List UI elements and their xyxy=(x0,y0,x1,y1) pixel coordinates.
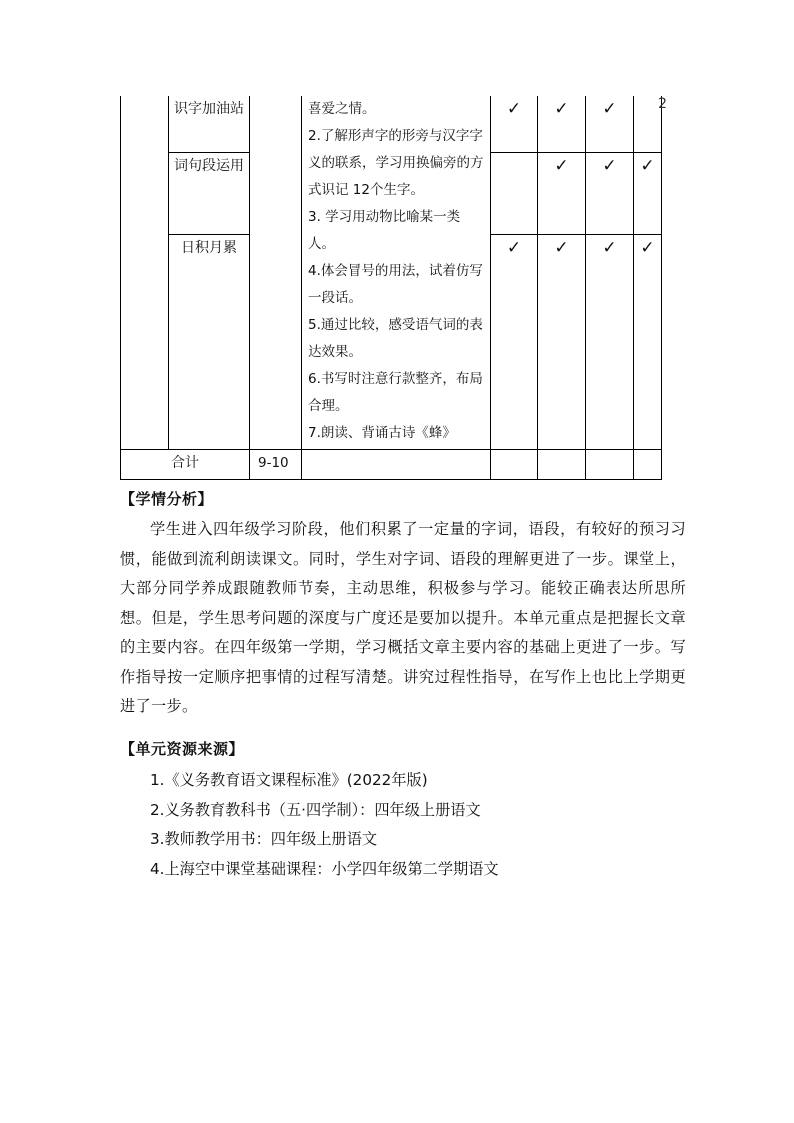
unit-content-table xyxy=(120,96,667,480)
list-item: 4.上海空中课堂基础课程：小学四年级第二学期语文 xyxy=(150,859,499,878)
empty-cell xyxy=(491,449,538,479)
check-mark: ✓ xyxy=(491,234,538,449)
clipped-cell xyxy=(634,96,667,152)
learning-analysis-heading: 【学情分析】 xyxy=(120,490,214,508)
learning-goals-cell xyxy=(302,96,491,449)
check-mark: ✓ xyxy=(538,96,586,152)
goal-item: 6.书写时注意行款整齐，布局合理。 xyxy=(308,371,483,414)
check-mark: ✓ xyxy=(586,152,634,234)
clipped-digit: 2 xyxy=(658,96,667,112)
empty-cell xyxy=(634,449,662,479)
category-cell-blank xyxy=(121,96,169,449)
goal-item: 4.体会冒号的用法，试着仿写一段话。 xyxy=(308,263,483,306)
check-mark: ✓ xyxy=(634,152,662,234)
goal-item: 3. 学习用动物比喻某一类人。 xyxy=(308,209,461,252)
goal-item: 2.了解形声字的形旁与汉字字义的联系，学习用换偏旁的方式识记 12个生字。 xyxy=(308,128,484,198)
goal-item: 喜爱之情。 xyxy=(308,101,376,117)
check-mark: ✓ xyxy=(586,234,634,449)
list-item: 2.义务教育教科书（五·四学制）：四年级上册语文 xyxy=(150,800,481,819)
resources-list xyxy=(150,766,499,884)
goal-item: 5.通过比较，感受语气词的表达效果。 xyxy=(308,317,483,360)
total-hours: 9-10 xyxy=(250,449,302,479)
hours-cell-blank xyxy=(250,96,302,449)
learning-analysis-paragraph: 学生进入四年级学习阶段，他们积累了一定量的字词，语段，有较好的预习习惯，能做到流利朗读课文。同时，学生对字词、语段的理解更进了一步。课堂上，大部分同学养成跟随教师节奏，主动思维，积极参与学习。能较正确表达所思所想。但是，学生思考问题的深度与广度还是要加以提升。本单元重点是把握长文章的主要内容。在四年级第一学期，学习概括文章主要内容的基础上更进了一步。写作指导按一定顺序把事情的过程写清楚。讲究过程性指导，在写作上也比上学期更进了一步。 xyxy=(120,520,686,715)
empty-cell xyxy=(538,449,586,479)
empty-cell xyxy=(586,449,634,479)
total-label: 合计 xyxy=(121,449,250,479)
list-item: 3.教师教学用书：四年级上册语文 xyxy=(150,830,378,848)
list-item: 1.《义务教育语文课程标准》(2022年版) xyxy=(150,771,428,789)
check-mark: ✓ xyxy=(586,96,634,152)
goal-item: 7.朗读、背诵古诗《蜂》 xyxy=(308,425,456,441)
empty-cell xyxy=(302,449,491,479)
table-row-item-name: 日积月累 xyxy=(169,234,250,449)
empty-check-cell xyxy=(491,152,538,234)
check-mark: ✓ xyxy=(538,234,586,449)
table-row-item-name: 识字加油站 xyxy=(169,96,250,152)
resources-heading: 【单元资源来源】 xyxy=(120,740,245,758)
check-mark: ✓ xyxy=(538,152,586,234)
check-mark: ✓ xyxy=(634,234,662,449)
table-row-item-name: 词句段运用 xyxy=(169,152,250,234)
check-mark: ✓ xyxy=(491,96,538,152)
